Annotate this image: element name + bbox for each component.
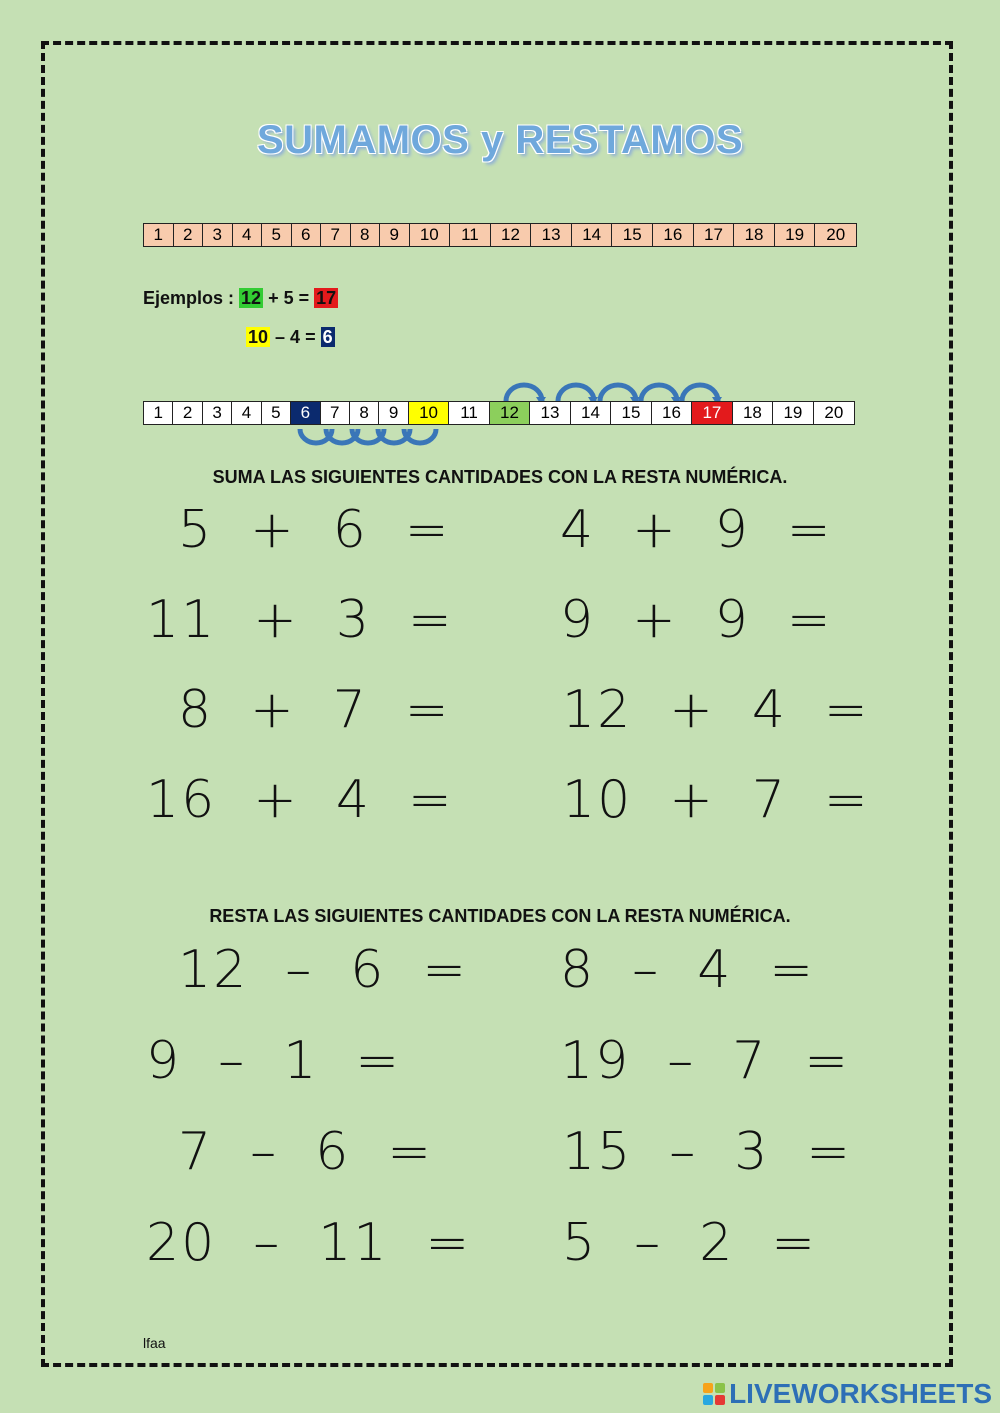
number-cell: 13 [530, 402, 570, 424]
subtraction-exercise: 8 – 4 = [560, 940, 815, 1000]
number-cell: 6 [291, 402, 320, 424]
number-cell: 2 [174, 224, 204, 246]
number-cell: 9 [379, 402, 408, 424]
sum-exercise: 10 + 7 = [562, 770, 870, 830]
number-cell: 16 [652, 402, 692, 424]
subtraction-exercise: 7 – 6 = [178, 1122, 433, 1182]
sum-exercise: 5 + 6 = [178, 500, 451, 560]
number-cell: 5 [262, 224, 292, 246]
number-cell: 10 [410, 224, 451, 246]
number-cell: 13 [531, 224, 572, 246]
worksheet-title: SUMAMOS y RESTAMOS [256, 118, 744, 162]
arc-forward-1 [506, 385, 542, 401]
arc-forward-2 [558, 385, 594, 401]
subtraction-instructions: RESTA LAS SIGUIENTES CANTIDADES CON LA RESTA NUMÉRICA. [209, 906, 791, 926]
number-cell: 17 [694, 224, 735, 246]
arc-forward-3 [600, 385, 636, 401]
subtraction-exercise: 9 – 1 = [146, 1031, 401, 1091]
example2-operation: – 4 = [275, 327, 316, 347]
arc-forward-5 [682, 385, 718, 401]
examples-line-2 [246, 327, 335, 348]
number-cell: 5 [262, 402, 291, 424]
number-cell: 19 [773, 402, 813, 424]
number-cell: 4 [233, 224, 263, 246]
sum-exercise: 11 + 3 = [146, 590, 454, 650]
number-cell: 11 [449, 402, 489, 424]
number-cell: 16 [653, 224, 694, 246]
subtraction-exercise: 20 – 11 = [146, 1213, 472, 1273]
examples-label: Ejemplos : [143, 288, 235, 308]
number-line-example [143, 401, 855, 425]
liveworksheets-logo-icon [703, 1383, 725, 1405]
example1-result: 17 [316, 288, 337, 308]
backward-jump-arcs [300, 429, 436, 443]
number-cell: 14 [571, 402, 611, 424]
number-cell: 19 [775, 224, 816, 246]
example2-start-number: 10 [248, 327, 269, 347]
liveworksheets-brand-text: LIVEWORKSHEETS [729, 1378, 992, 1409]
number-cell: 7 [321, 402, 350, 424]
number-cell: 20 [826, 225, 846, 244]
subtraction-exercise: 5 – 2 = [562, 1213, 817, 1273]
number-cell: 4 [232, 402, 261, 424]
subtraction-exercise: 19 – 7 = [560, 1031, 850, 1091]
example1-start-number: 12 [241, 288, 262, 308]
number-cell: 12 [491, 224, 532, 246]
number-cell: 7 [321, 224, 351, 246]
sum-exercise: 16 + 4 = [146, 770, 454, 830]
subtraction-exercise: 12 – 6 = [178, 940, 468, 1000]
number-line-reference [143, 223, 857, 247]
number-cell: 17 [692, 402, 732, 424]
liveworksheets-logo [703, 1378, 992, 1410]
number-cell: 15 [611, 402, 651, 424]
number-cell: 2 [173, 402, 202, 424]
number-cell: 9 [380, 224, 410, 246]
author-initials: lfaa [143, 1335, 166, 1351]
sum-exercise: 4 + 9 = [560, 500, 833, 560]
sum-exercise: 9 + 9 = [560, 590, 833, 650]
number-cell: 1 [144, 402, 173, 424]
example2-result: 6 [322, 327, 333, 347]
number-cell: 3 [203, 224, 233, 246]
number-cell: 8 [350, 402, 379, 424]
number-cell: 14 [572, 224, 613, 246]
number-cell: 10 [409, 402, 449, 424]
number-cell: 20 [824, 403, 844, 422]
arc-forward-4 [641, 385, 677, 401]
number-cell: 6 [292, 224, 322, 246]
number-cell: 12 [490, 402, 530, 424]
number-cell: 1 [144, 224, 174, 246]
sum-instructions: SUMA LAS SIGUIENTES CANTIDADES CON LA RESTA NUMÉRICA. [212, 467, 788, 487]
number-cell: 18 [733, 402, 773, 424]
sum-exercise: 12 + 4 = [562, 680, 870, 740]
example1-operation: + 5 = [268, 288, 310, 308]
number-cell: 15 [612, 224, 653, 246]
sum-exercise: 8 + 7 = [178, 680, 451, 740]
number-cell: 8 [351, 224, 381, 246]
number-cell: 18 [734, 224, 775, 246]
number-cell: 11 [450, 224, 491, 246]
number-cell: 3 [203, 402, 232, 424]
examples-line-1 [143, 288, 338, 309]
subtraction-exercise: 15 – 3 = [562, 1122, 852, 1182]
